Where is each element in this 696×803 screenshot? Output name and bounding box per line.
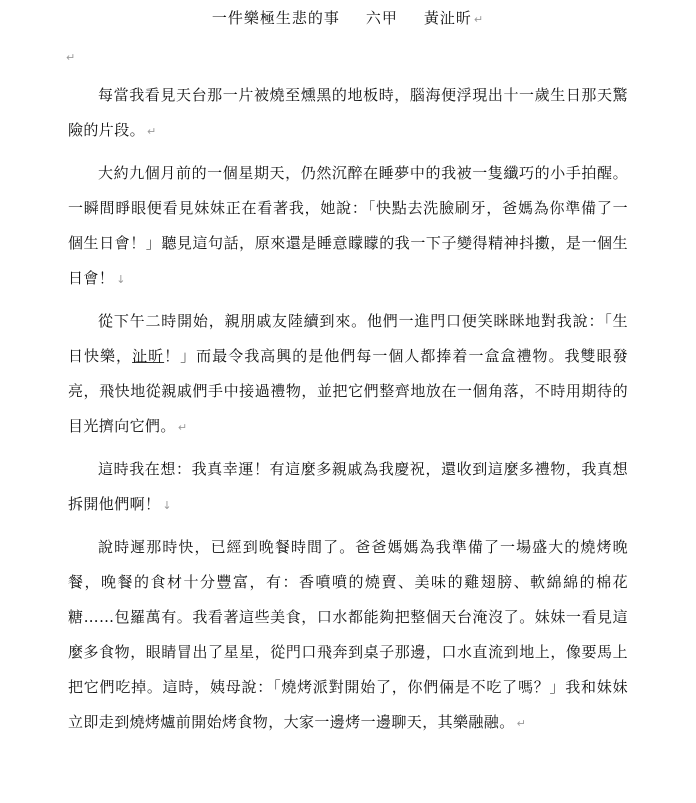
underlined-name: 沚昕 [132, 347, 165, 365]
paragraph-text: 這時我在想：我真幸運！有這麼多親戚為我慶祝，還收到這麼多禮物，我真想拆開他們啊！ [68, 460, 628, 513]
paragraph-mark-icon: ↵ [147, 125, 157, 138]
author-name: 黃沚昕 [423, 9, 472, 27]
paragraph-text: 大約九個月前的一個星期天，仍然沉醉在睡夢中的我被一隻纖巧的小手拍醒。一瞬間睜眼便看見妹妹正在看著我，她說：「快點去洗臉刷牙，爸媽為你準備了一個生日會！」聽見這句話，原來還是睡意矇矇的我一下子變得精神抖擻，是一個生日會！ [68, 164, 628, 287]
class-name: 六甲 [365, 9, 398, 27]
paragraph-mark-icon: ↵ [66, 51, 76, 64]
essay-title: 一件樂極生悲的事 [211, 9, 340, 27]
line-break-mark-icon: ↓ [116, 273, 126, 286]
essay-body [68, 78, 628, 748]
paragraph-5 [68, 530, 628, 741]
paragraph-4 [68, 452, 628, 523]
paragraph-2 [68, 156, 628, 297]
paragraph-mark-icon: ↵ [177, 421, 188, 434]
paragraph-3 [68, 304, 628, 445]
paragraph-mark-icon: ↵ [516, 717, 527, 730]
paragraph-text: 每當我看見天台那一片被燒至燻黑的地板時，腦海便浮現出十一歲生日那天驚險的片段。 [68, 86, 628, 139]
paragraph-text: 從下午二時開始，親朋戚友陸續到來。他們一進門口便笑眯眯地對我說：「生日快樂， [68, 312, 628, 365]
paragraph-mark-icon: ↵ [473, 13, 485, 26]
paragraph-text: 說時遲那時快，已經到晚餐時間了。爸爸媽媽為我準備了一場盛大的燒烤晚餐，晚餐的食材十分豐富，有：香噴噴的燒賣、美味的雞翅膀、軟綿綿的棉花糖……包羅萬有。我看著這些美食，口水都能夠把整個天台淹沒了。妹妹一看見這麼多食物，眼睛冒出了星星，從門口飛奔到桌子那邊，口水直流到地上，像要馬上把它們吃掉。這時，姨母說：「燒烤派對開始了，你們倆是不吃了嗎？」我和妹妹立即走到燒烤爐前開始烤食物，大家一邊烤一邊聊天，其樂融融。 [68, 538, 628, 731]
title-line [0, 8, 696, 30]
paragraph-1 [68, 78, 628, 149]
empty-paragraph [64, 48, 75, 66]
paragraph-text: ！」而最令我高興的是他們每一個人都捧着一盒盒禮物。我雙眼發亮，飛快地從親戚們手中接過禮物，並把它們整齊地放在一個角落，不時用期待的目光擠向它們。 [68, 347, 628, 435]
line-break-mark-icon: ↓ [162, 499, 173, 512]
